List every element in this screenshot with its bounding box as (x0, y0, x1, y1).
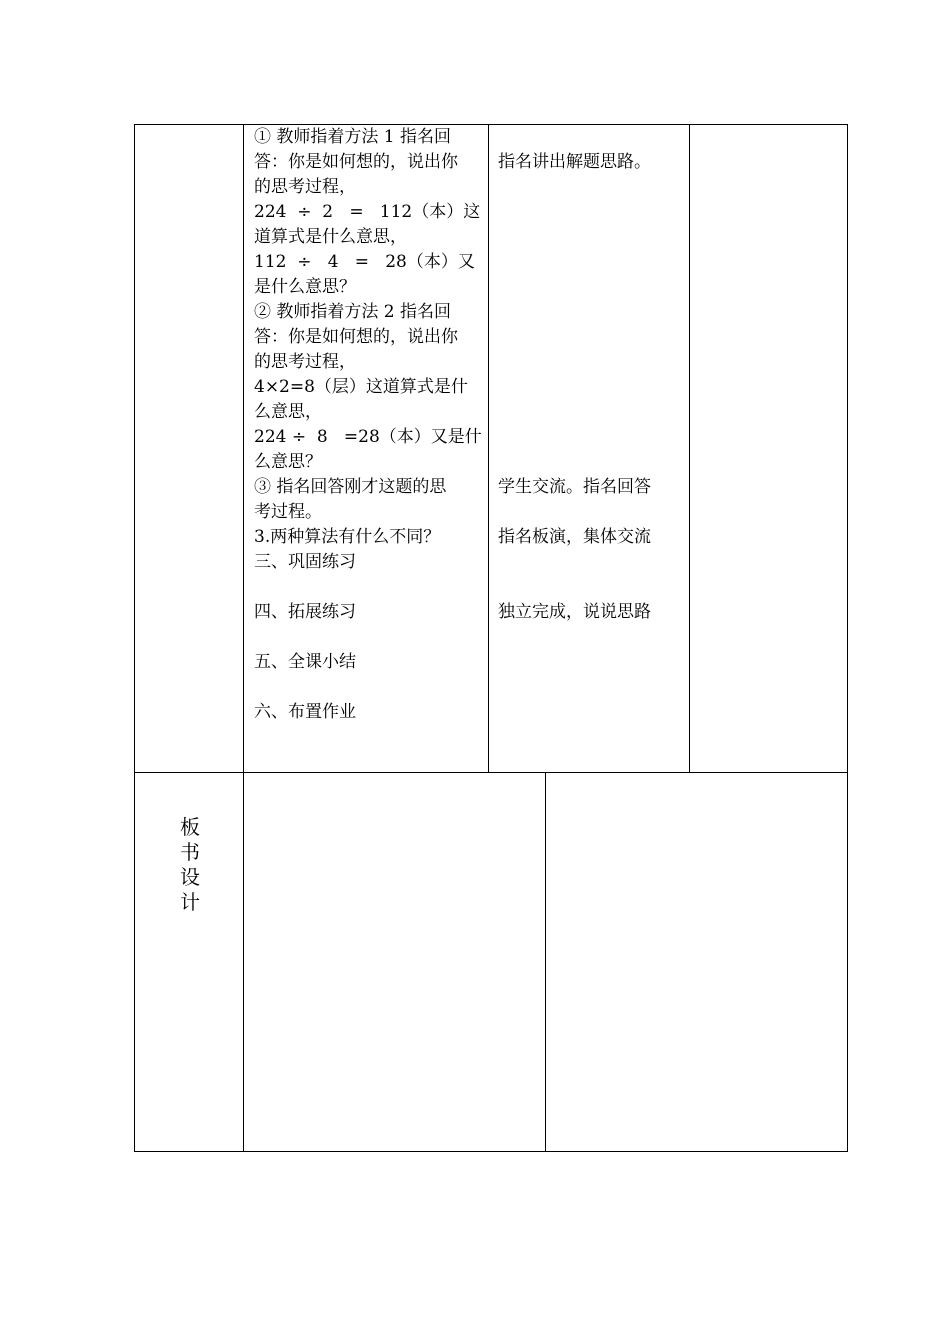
section-heading: 五、全课小结 (254, 652, 356, 672)
section-heading: 三、巩固练习 (254, 552, 356, 572)
student-activity: 指名板演，集体交流 (498, 527, 651, 547)
table-bottom-border (134, 1151, 848, 1152)
process-line: 的思考过程， (254, 177, 356, 197)
process-line: ② 教师指着方法 2 指名回 (254, 302, 452, 322)
process-line: 4×2=8（层）这道算式是什 (254, 377, 468, 397)
student-activity: 独立完成，说说思路 (498, 602, 651, 622)
col1-divider (243, 124, 244, 1152)
process-line: 么意思， (254, 402, 322, 422)
table-top-border (134, 124, 848, 125)
process-line: 是什么意思？ (254, 277, 356, 297)
section-heading: 四、拓展练习 (254, 602, 356, 622)
board-design-label (178, 815, 202, 915)
col3-divider (689, 124, 690, 772)
table-left-border (134, 124, 135, 1152)
process-line: ③ 指名回答刚才这题的思 (254, 477, 447, 497)
board-design-char: 设 (180, 865, 200, 889)
process-line: 答：你是如何想的，说出你 (254, 327, 458, 347)
board-design-char: 书 (180, 840, 200, 864)
process-line: 224 ÷ 2 = 112（本）这 (254, 202, 481, 222)
row-divider (134, 772, 848, 773)
process-line: 的思考过程， (254, 352, 356, 372)
student-activity: 学生交流。指名回答 (498, 477, 651, 497)
board-col-divider (545, 772, 546, 1152)
process-line: ① 教师指着方法 1 指名回 (254, 127, 452, 147)
process-line: 112 ÷ 4 = 28（本）又 (254, 252, 475, 272)
process-line: 么意思？ (254, 452, 322, 472)
process-line: 道算式是什么意思， (254, 227, 407, 247)
col2-divider (488, 124, 489, 772)
section-heading: 六、布置作业 (254, 702, 356, 722)
board-design-char: 板 (180, 815, 200, 839)
process-line: 答：你是如何想的，说出你 (254, 152, 458, 172)
process-line: 考过程。 (254, 502, 322, 522)
process-line: 3.两种算法有什么不同？ (254, 527, 441, 547)
process-line: 224 ÷ 8 =28（本）又是什 (254, 427, 482, 447)
table-right-border (847, 124, 848, 1152)
student-activity: 指名讲出解题思路。 (498, 152, 651, 172)
board-design-char: 计 (180, 890, 200, 914)
